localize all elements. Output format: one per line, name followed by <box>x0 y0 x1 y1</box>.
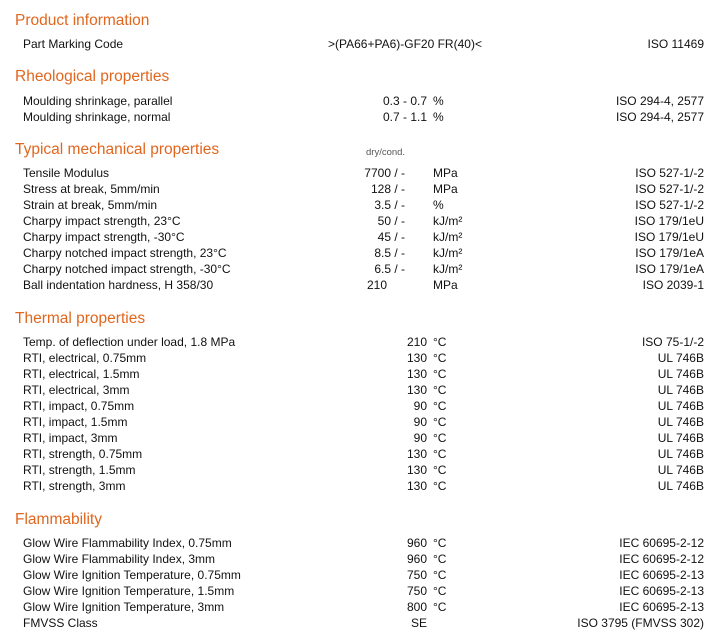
property-standard: UL 746B <box>657 415 704 429</box>
property-value: 130 <box>406 351 427 365</box>
property-standard: ISO 294-4, 2577 <box>615 94 704 108</box>
section-title-flammability: Flammability <box>15 511 102 528</box>
property-value: 50 / - <box>377 214 405 228</box>
property-standard: UL 746B <box>657 447 704 461</box>
property-unit: °C <box>433 600 447 614</box>
table-row <box>0 615 727 631</box>
table-row <box>0 213 727 229</box>
table-row <box>0 478 727 494</box>
property-unit: °C <box>433 536 447 550</box>
property-value: 960 <box>406 536 427 550</box>
property-value: 210 <box>406 335 427 349</box>
property-unit: MPa <box>433 278 458 292</box>
property-value: 8.5 / - <box>374 246 405 260</box>
section-title-mechanical-properties: Typical mechanical properties <box>15 141 220 158</box>
table-row <box>0 366 727 382</box>
property-standard: UL 746B <box>657 367 704 381</box>
property-name: RTI, strength, 0.75mm <box>23 447 143 461</box>
table-row <box>0 583 727 599</box>
property-standard: ISO 75-1/-2 <box>641 335 704 349</box>
property-name: RTI, impact, 3mm <box>23 431 118 445</box>
table-row <box>0 109 727 125</box>
property-name: Moulding shrinkage, normal <box>23 110 171 124</box>
property-standard: ISO 294-4, 2577 <box>615 110 704 124</box>
property-name: RTI, strength, 1.5mm <box>23 463 136 477</box>
property-name: Charpy impact strength, -30°C <box>23 230 185 244</box>
property-value: 90 <box>413 431 427 445</box>
property-standard: IEC 60695-2-12 <box>619 552 704 566</box>
property-unit: % <box>433 94 444 108</box>
property-name: Charpy notched impact strength, -30°C <box>23 262 231 276</box>
property-standard: IEC 60695-2-12 <box>619 536 704 550</box>
property-name: RTI, impact, 0.75mm <box>23 399 135 413</box>
property-unit: MPa <box>433 166 458 180</box>
property-name: Strain at break, 5mm/min <box>23 198 158 212</box>
property-value: 7700 / - <box>364 166 405 180</box>
property-unit: % <box>433 110 444 124</box>
property-name: RTI, electrical, 0.75mm <box>23 351 147 365</box>
property-name: Tensile Modulus <box>23 166 110 180</box>
property-value: 128 / - <box>370 182 405 196</box>
table-row <box>0 462 727 478</box>
property-standard: ISO 179/1eA <box>635 246 704 260</box>
property-value: 130 <box>406 367 427 381</box>
property-unit: °C <box>433 335 447 349</box>
property-name: RTI, impact, 1.5mm <box>23 415 128 429</box>
property-value: 750 <box>406 568 427 582</box>
property-value: 750 <box>406 584 427 598</box>
property-value: 130 <box>406 383 427 397</box>
property-name: Temp. of deflection under load, 1.8 MPa <box>23 335 236 349</box>
property-standard: IEC 60695-2-13 <box>619 568 704 582</box>
property-unit: °C <box>433 568 447 582</box>
table-row <box>0 334 727 350</box>
property-value: 0.7 - 1.1 <box>382 110 427 124</box>
property-name: FMVSS Class <box>23 616 98 630</box>
property-standard: UL 746B <box>657 479 704 493</box>
column-label-dry-cond: dry/cond. <box>366 147 406 158</box>
property-value: >(PA66+PA6)-GF20 FR(40)< <box>328 37 482 51</box>
property-value: 130 <box>406 463 427 477</box>
property-unit: °C <box>433 431 447 445</box>
section-title-product-information: Product information <box>15 12 150 29</box>
table-row <box>0 414 727 430</box>
property-value: 45 / - <box>377 230 405 244</box>
property-standard: UL 746B <box>657 431 704 445</box>
property-name: Glow Wire Ignition Temperature, 1.5mm <box>23 584 235 598</box>
table-row <box>0 398 727 414</box>
property-name: Charpy notched impact strength, 23°C <box>23 246 227 260</box>
property-standard: ISO 527-1/-2 <box>635 198 704 212</box>
table-row <box>0 382 727 398</box>
section-title-thermal-properties: Thermal properties <box>15 310 146 327</box>
property-value: 130 <box>406 447 427 461</box>
property-standard: ISO 527-1/-2 <box>635 166 704 180</box>
property-unit: kJ/m² <box>433 214 463 228</box>
property-name: Stress at break, 5mm/min <box>23 182 160 196</box>
property-value: 210 <box>366 278 387 292</box>
property-standard: ISO 179/1eU <box>634 230 704 244</box>
property-name: RTI, strength, 3mm <box>23 479 126 493</box>
table-row <box>0 197 727 213</box>
property-name: Glow Wire Ignition Temperature, 0.75mm <box>23 568 241 582</box>
table-row <box>0 446 727 462</box>
property-standard: UL 746B <box>657 463 704 477</box>
property-value: 0.3 - 0.7 <box>382 94 427 108</box>
property-value: 90 <box>413 399 427 413</box>
property-value: 3.5 / - <box>374 198 405 212</box>
section-title-rheological-properties: Rheological properties <box>15 68 170 85</box>
property-value: 800 <box>406 600 427 614</box>
table-row <box>0 535 727 551</box>
property-name: Part Marking Code <box>23 37 124 51</box>
table-row <box>0 551 727 567</box>
property-standard: ISO 527-1/-2 <box>635 182 704 196</box>
property-unit: °C <box>433 415 447 429</box>
property-unit: % <box>433 198 444 212</box>
property-unit: kJ/m² <box>433 230 463 244</box>
property-value: 6.5 / - <box>374 262 405 276</box>
property-standard: IEC 60695-2-13 <box>619 584 704 598</box>
property-standard: IEC 60695-2-13 <box>619 600 704 614</box>
property-name: Ball indentation hardness, H 358/30 <box>23 278 214 292</box>
table-row <box>0 567 727 583</box>
property-name: RTI, electrical, 1.5mm <box>23 367 140 381</box>
property-unit: °C <box>433 447 447 461</box>
property-unit: °C <box>433 367 447 381</box>
property-standard: UL 746B <box>657 383 704 397</box>
property-standard: UL 746B <box>657 399 704 413</box>
table-row <box>0 261 727 277</box>
property-value: SE <box>410 616 427 630</box>
table-row <box>0 36 727 52</box>
table-row <box>0 599 727 615</box>
table-row <box>0 350 727 366</box>
property-name: Glow Wire Ignition Temperature, 3mm <box>23 600 225 614</box>
table-row <box>0 93 727 109</box>
property-name: Charpy impact strength, 23°C <box>23 214 181 228</box>
property-value: 130 <box>406 479 427 493</box>
property-unit: °C <box>433 351 447 365</box>
property-unit: °C <box>433 399 447 413</box>
property-standard: ISO 11469 <box>647 37 704 51</box>
property-unit: kJ/m² <box>433 262 463 276</box>
property-unit: MPa <box>433 182 458 196</box>
table-row <box>0 245 727 261</box>
property-name: Glow Wire Flammability Index, 3mm <box>23 552 216 566</box>
table-row <box>0 430 727 446</box>
property-standard: ISO 2039-1 <box>642 278 704 292</box>
property-unit: kJ/m² <box>433 246 463 260</box>
table-row <box>0 165 727 181</box>
table-row <box>0 229 727 245</box>
property-standard: ISO 179/1eA <box>635 262 704 276</box>
property-standard: ISO 3795 (FMVSS 302) <box>577 616 704 630</box>
property-unit: °C <box>433 463 447 477</box>
property-value: 90 <box>413 415 427 429</box>
property-standard: ISO 179/1eU <box>634 214 704 228</box>
property-unit: °C <box>433 383 447 397</box>
property-name: RTI, electrical, 3mm <box>23 383 130 397</box>
property-standard: UL 746B <box>657 351 704 365</box>
property-value: 960 <box>406 552 427 566</box>
property-unit: °C <box>433 552 447 566</box>
property-name: Moulding shrinkage, parallel <box>23 94 173 108</box>
property-unit: °C <box>433 584 447 598</box>
table-row <box>0 181 727 197</box>
table-row <box>0 277 727 293</box>
property-unit: °C <box>433 479 447 493</box>
property-name: Glow Wire Flammability Index, 0.75mm <box>23 536 232 550</box>
